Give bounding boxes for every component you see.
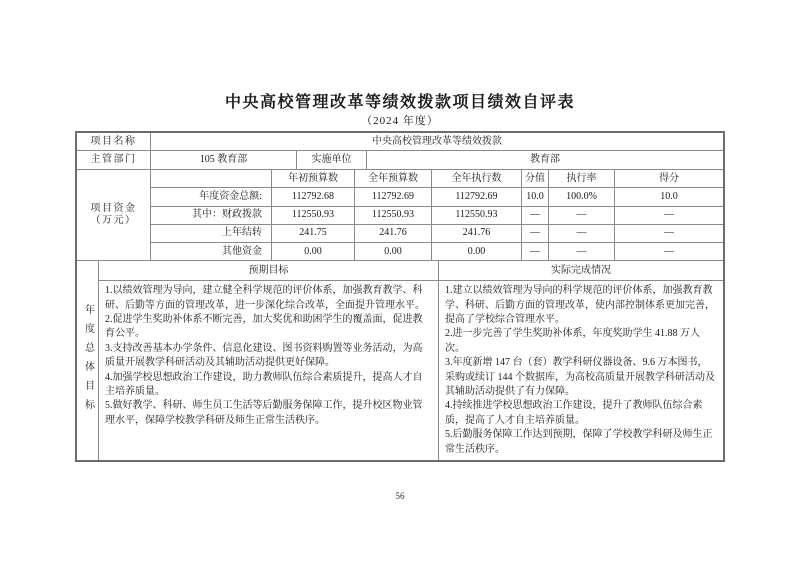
funds-header-exec-rate: 执行率 (549, 170, 615, 187)
supervisor-row (77, 151, 723, 170)
impl-unit-label: 实施单位 (297, 151, 367, 169)
funds-row-fiscal-annual: 112550.93 (355, 207, 432, 224)
funds-row-fiscal-initial: 112550.93 (272, 207, 355, 224)
funds-header-row (151, 170, 723, 188)
supervisor-value: 105 教育部 (151, 151, 297, 169)
funds-row-fiscal-label: 其中：财政拨款 (151, 207, 272, 224)
funds-row-total-label: 年度资金总额: (151, 188, 272, 205)
funds-row-total-rate: 100.0% (549, 188, 615, 205)
goals-expected-pane (99, 281, 439, 460)
funds-section-label-line1: 项目资金 (90, 203, 137, 215)
funds-row-carryover-initial: 241.75 (272, 225, 355, 242)
funds-row-total-executed: 112792.69 (432, 188, 522, 205)
expected-goal-item: 4.加强学校思想政治工作建设，助力教师队伍综合素质提升，提高人才自主培养质量。 (105, 371, 423, 397)
funds-row-other-initial: 0.00 (272, 243, 355, 260)
project-name-value: 中央高校管理改革等绩效拨款 (372, 135, 502, 147)
funds-row-fiscal-executed: 112550.93 (432, 207, 522, 224)
funds-row-fiscal-rate: — (549, 207, 615, 224)
funds-row-other-label: 其他资金 (151, 243, 272, 260)
funds-header-executed: 全年执行数 (432, 170, 522, 187)
funds-row-total-weight: 10.0 (522, 188, 549, 205)
goals-grid (99, 261, 723, 460)
funds-row-other-weight: — (522, 243, 549, 260)
page-title: 中央高校管理改革等绩效拨款项目绩效自评表 (224, 94, 575, 111)
funds-row-other-rate: — (549, 243, 615, 260)
funds-section-label-line2: （万元） (90, 215, 137, 227)
funds-row-carryover-score: — (664, 227, 674, 239)
goals-actual-pane (439, 281, 723, 460)
funds-grid (151, 170, 723, 260)
expected-goal-item: 3.支持改善基本办学条件、信息化建设、图书资料购置等业务活动，为高质量开展教学科研活动及其辅助活动提供更好保障。 (105, 342, 423, 369)
funds-header-weight: 分值 (522, 170, 549, 187)
supervisor-label: 主管部门 (77, 151, 151, 169)
project-name-label: 项目名称 (77, 133, 151, 150)
goals-section (77, 261, 723, 460)
page-subtitle: （2024 年度） (361, 115, 439, 127)
project-name-row (77, 133, 723, 151)
funds-header-initial-budget: 年初预算数 (272, 170, 355, 187)
funds-row-total-annual: 112792.69 (355, 188, 432, 205)
impl-unit-value: 教育部 (530, 154, 560, 166)
self-eval-table (75, 131, 725, 462)
funds-row-fiscal-score: — (664, 209, 674, 221)
funds-section (77, 170, 723, 261)
funds-row-carryover-weight: — (522, 225, 549, 242)
goals-section-label: 年度总体目标 (82, 303, 94, 418)
expected-goal-item: 2.促进学生奖助补体系不断完善，加大奖优和助困学生的覆盖面，促进教育公平。 (105, 313, 423, 340)
goals-actual-header: 实际完成情况 (551, 264, 611, 276)
funds-row-fiscal (151, 207, 723, 225)
goals-expected-header: 预期目标 (99, 261, 439, 280)
goals-header-row (99, 261, 723, 281)
actual-goal-item: 1.建立以绩效管理为导向的科学规范的评价体系，加强教育教学、科研、后勤方面的管理改革，使内部控制体系更加完善，提高了学校综合管理水平。 (445, 285, 715, 325)
actual-goal-item: 2.进一步完善了学生奖助补体系，年度奖助学生 41.88 万人次。 (445, 328, 700, 354)
expected-goal-item: 1.以绩效管理为导向，建立健全科学规范的评价体系，加强教育教学、科研、后勤等方面的管理改革，进一步深化综合改革，全面提升管理水平。 (105, 285, 425, 311)
funds-row-fiscal-weight: — (522, 207, 549, 224)
funds-row-carryover-rate: — (549, 225, 615, 242)
goals-content-row (99, 281, 723, 460)
funds-row-carryover-executed: 241.76 (432, 225, 522, 242)
funds-row-carryover (151, 225, 723, 243)
funds-header-annual-budget: 全年预算数 (355, 170, 432, 187)
funds-row-carryover-annual: 241.76 (355, 225, 432, 242)
funds-row-other-score: — (664, 245, 674, 257)
funds-row-total (151, 188, 723, 206)
actual-goal-item: 4.持续推进学校思想政治工作建设，提升了教师队伍综合素质，提高了人才自主培养质量。 (445, 400, 703, 426)
funds-row-total-initial: 112792.68 (272, 188, 355, 205)
funds-header-spacer (151, 170, 272, 187)
goals-section-label-cell (77, 261, 99, 460)
funds-section-label (77, 170, 151, 260)
page-number: 56 (395, 491, 405, 501)
funds-row-total-score: 10.0 (660, 191, 678, 203)
actual-goal-item: 5.后勤服务保障工作达到预期，保障了学校教学科研及师生正常生活秩序。 (445, 429, 713, 455)
expected-goal-item: 5.做好教学、科研、师生员工生活等后勤服务保障工作，提升校区物业管理水平，保障学校教学科研及师生正常生活秩序。 (105, 400, 423, 426)
funds-row-other (151, 243, 723, 260)
funds-row-other-executed: 0.00 (432, 243, 522, 260)
funds-header-score: 得分 (659, 172, 679, 184)
funds-row-other-annual: 0.00 (355, 243, 432, 260)
funds-row-carryover-label: 上年结转 (151, 225, 272, 242)
actual-goal-item: 3.年度新增 147 台（套）教学科研仪器设备、9.6 万本图书，采购或续订 144 个数据库，为高校高质量开展教学科研活动及其辅助活动提供了有力保障。 (445, 357, 715, 397)
